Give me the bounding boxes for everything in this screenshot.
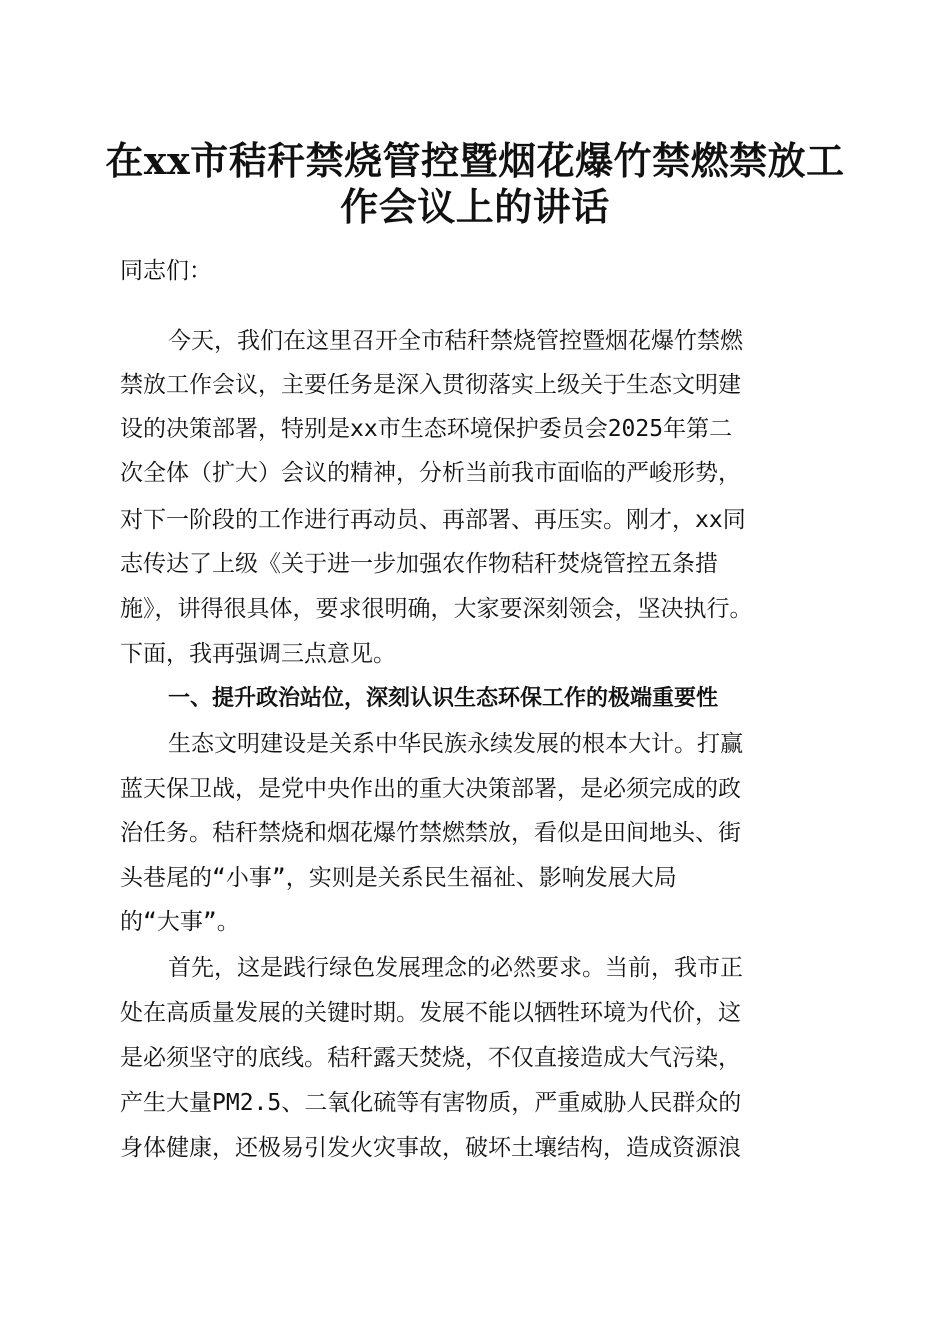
document-title-line-2: 作会议上的讲话 xyxy=(340,184,610,229)
paragraph-line: 次全体（扩大）会议的精神，分析当前我市面临的严峻形势， xyxy=(120,460,741,486)
document-title-line-1: 在xx市秸秆禁烧管控暨烟花爆竹禁燃禁放工 xyxy=(105,138,845,183)
paragraph-line: 首先，这是践行绿色发展理念的必然要求。当前，我市正 xyxy=(168,955,743,981)
paragraph-line: 志传达了上级《关于进一步加强农作物秸秆焚烧管控五条措 xyxy=(120,551,718,577)
section-heading: 一、提升政治站位，深刻认识生态环保工作的极端重要性 xyxy=(168,686,719,711)
paragraph-line: 身体健康，还极易引发火灾事故，破坏土壤结构，造成资源浪 xyxy=(120,1135,741,1161)
paragraph-line: 蓝天保卫战，是党中央作出的重大决策部署，是必须完成的政 xyxy=(120,776,741,802)
paragraph-line: 的“大事”。 xyxy=(120,909,240,935)
paragraph-line: 是必须坚守的底线。秸秆露天焚烧，不仅直接造成大气污染， xyxy=(120,1045,741,1071)
paragraph-line: 禁放工作会议，主要任务是深入贯彻落实上级关于生态文明建 xyxy=(120,372,741,398)
paragraph-line: 产生大量PM2.5、二氧化硫等有害物质，严重威胁人民群众的 xyxy=(120,1090,742,1116)
paragraph-line: 头巷尾的“小事”，实则是关系民生福祉、影响发展大局 xyxy=(120,865,677,891)
salutation: 同志们： xyxy=(120,258,212,284)
paragraph-line: 下面，我再强调三点意见。 xyxy=(120,641,396,667)
paragraph-line: 对下一阶段的工作进行再动员、再部署、再压实。刚才，xx同 xyxy=(120,507,746,533)
paragraph-line: 施》，讲得很具体，要求很明确，大家要深刻领会，坚决执行。 xyxy=(120,596,753,622)
paragraph-line: 设的决策部署，特别是xx市生态环境保护委员会2025年第二 xyxy=(120,416,733,442)
paragraph-line: 治任务。秸秆禁烧和烟花爆竹禁燃禁放，看似是田间地头、街 xyxy=(120,820,741,846)
paragraph-line: 生态文明建设是关系中华民族永续发展的根本大计。打赢 xyxy=(168,731,743,757)
paragraph-line: 处在高质量发展的关键时期。发展不能以牺牲环境为代价，这 xyxy=(120,1000,741,1026)
paragraph-line: 今天，我们在这里召开全市秸秆禁烧管控暨烟花爆竹禁燃 xyxy=(168,328,743,354)
